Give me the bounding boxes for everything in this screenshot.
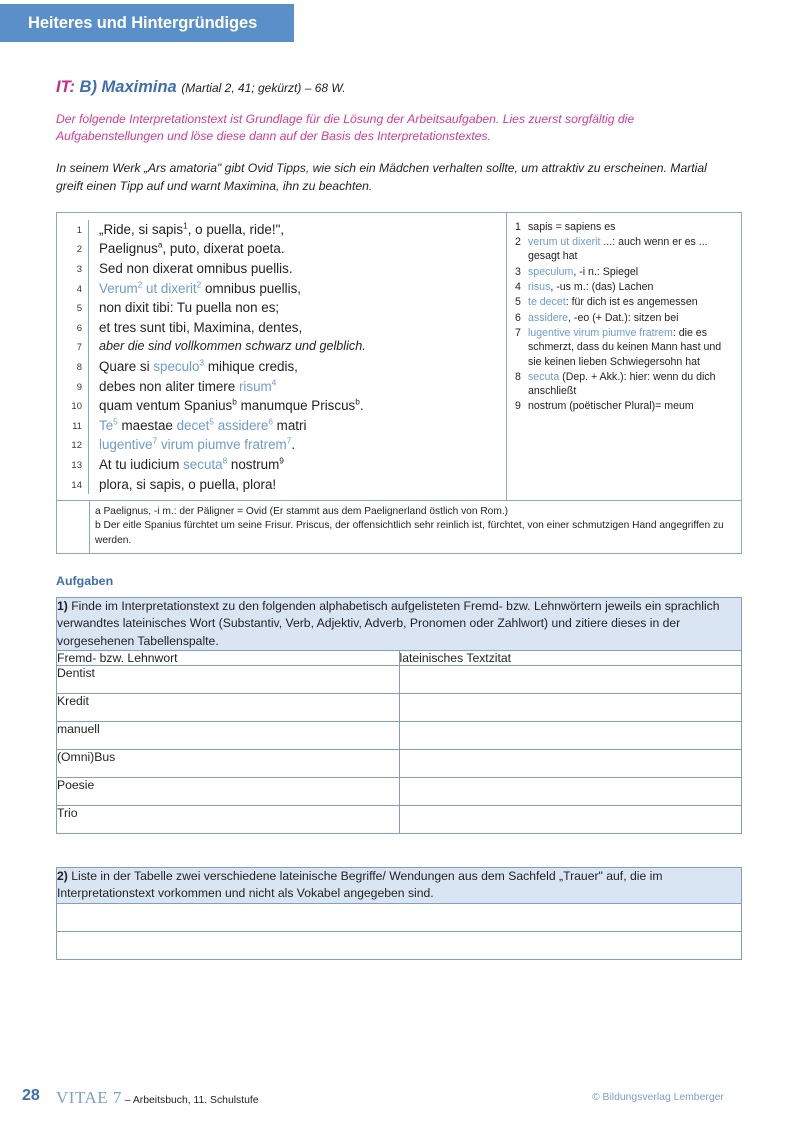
answer-input-cell[interactable] <box>57 931 742 959</box>
vocabulary-entry <box>515 235 735 264</box>
table-row <box>57 805 742 833</box>
vocabulary-entry-text: assidere, -eo (+ Dat.): sitzen bei <box>528 311 679 324</box>
vocabulary-column <box>507 213 741 500</box>
footnote: b Der eitle Spanius fürchtet um seine Frisur. Priscus, der offensichtlich sehr reinlich ist, fürchtet, von einer schmutzigen Hand angegriffen zu werden. <box>95 520 724 546</box>
line-number: 6 <box>76 322 82 334</box>
line-number: 11 <box>72 420 82 432</box>
vocabulary-entry-text: lugentive virum piumve fratrem: die es schmerzt, dass du keinen Mann hast und sie keinen lieben Schwiegersohn hat <box>528 326 722 368</box>
line-number: 4 <box>76 283 82 295</box>
intro-instruction-note: Der folgende Interpretationstext ist Grundlage für die Lösung der Arbeitsaufgaben. Lies zuerst sorgfältig die Aufgabenstellungen und löse diese dann auf der Basis des Interpretationstextes. <box>56 111 635 144</box>
footer-book-subtitle: – Arbeitsbuch, 11. Schulstufe <box>121 1095 259 1106</box>
latin-line: lugentive$^7$ virum piumve fratrem$^7$. <box>99 435 296 453</box>
vocabulary-entry-text: te decet: für dich ist es angemessen <box>528 296 698 309</box>
task-1-table <box>56 597 742 834</box>
line-number: 3 <box>76 264 82 276</box>
citation-input-cell[interactable] <box>399 805 742 833</box>
task-prompt-text: Finde im Interpretationstext zu den folgenden alphabetisch aufgelisteten Fremd- bzw. Lehnwörtern jeweils ein sprachlich verwandtes lateinisches Wort (Substantiv, Verb, Adjektiv, Adverb, Pronomen oder Zahlwort) und zitiere dieses in der vorgesehenen Tabellenspalte. <box>57 598 720 648</box>
line-number: 2 <box>76 244 82 256</box>
line-number: 12 <box>71 440 82 452</box>
citation-input-cell[interactable] <box>399 721 742 749</box>
latin-line: Quare si speculo$^3$ mihique credis, <box>99 357 298 374</box>
latin-line: plora, si sapis, o puella, plora! <box>99 476 277 492</box>
table-row <box>57 931 742 959</box>
vocabulary-entry-number: 3 <box>515 265 521 278</box>
loanword-cell: Kredit <box>57 693 400 721</box>
page-content <box>56 0 744 960</box>
task-number: 2) <box>57 868 68 883</box>
footer-copyright: © Bildungsverlag Lemberger <box>592 1092 724 1103</box>
loanword-cell: (Omni)Bus <box>57 749 400 777</box>
line-number: 8 <box>76 361 82 373</box>
footer-page-number: 28 <box>22 1087 40 1104</box>
footnote: a Paelignus, -i m.: der Päligner = Ovid (Er stammt aus dem Paelignerland östlich von Rom.) <box>95 506 509 518</box>
task-number: 1) <box>57 598 68 613</box>
vocabulary-entry-number: 9 <box>515 400 521 413</box>
citation-input-cell[interactable] <box>399 693 742 721</box>
line-number: 7 <box>76 342 82 354</box>
latin-line: Paelignus$^a$, puto, dixerat poeta. <box>99 239 285 257</box>
citation-input-cell[interactable] <box>399 665 742 693</box>
vocabulary-entry <box>515 399 735 413</box>
latin-line: non dixit tibi: Tu puella non es; <box>99 300 280 316</box>
vocabulary-entry <box>515 280 735 294</box>
vocabulary-entry-number: 1 <box>515 220 521 233</box>
latin-text-lines <box>89 220 506 494</box>
task-2-prompt-row <box>57 867 742 903</box>
loanword-cell: manuell <box>57 721 400 749</box>
table-row <box>57 749 742 777</box>
table-row <box>57 693 742 721</box>
vocabulary-entry-text: risus, -us m.: (das) Lachen <box>528 281 654 294</box>
task-2-table <box>56 867 742 960</box>
vocabulary-entry-text: sapis = sapiens es <box>528 220 616 233</box>
latin-line: „Ride, si sapis$^1$, o puella, ride!", <box>99 220 285 237</box>
latin-line: debes non aliter timere risum$^4$ <box>99 377 277 394</box>
vocabulary-entry-text: speculum, -i n.: Spiegel <box>528 265 639 278</box>
task-1-body <box>57 665 742 833</box>
table-row <box>57 777 742 805</box>
title-source: (Martial 2, 41; gekürzt) – 68 W. <box>181 81 346 95</box>
vocabulary-entry-number: 2 <box>515 236 521 249</box>
task-2-body <box>57 903 742 959</box>
vocabulary-entry-number: 6 <box>515 311 521 324</box>
table-row <box>57 721 742 749</box>
vocabulary-entry-number: 7 <box>515 326 521 339</box>
page-footer <box>0 1087 800 1109</box>
latin-line: Sed non dixerat omnibus puellis. <box>99 261 293 277</box>
vocabulary-entry <box>515 370 735 399</box>
line-number: 14 <box>71 479 82 491</box>
title-main: B) Maximina <box>79 78 177 96</box>
loanword-cell: Trio <box>57 805 400 833</box>
vocabulary-entry <box>515 220 735 234</box>
footer-book-title <box>56 1088 259 1108</box>
task-1-col-header-word: Fremd- bzw. Lehnwort <box>57 650 400 665</box>
footer-book-title-text: VITAE 7 <box>56 1088 122 1107</box>
latin-text-column <box>57 213 507 500</box>
line-number: 13 <box>71 459 82 471</box>
citation-input-cell[interactable] <box>399 777 742 805</box>
table-row <box>57 665 742 693</box>
line-number: 9 <box>76 381 82 393</box>
vocabulary-entry-number: 5 <box>515 296 521 309</box>
header-banner-title: Heiteres und Hintergründiges <box>28 13 258 32</box>
task-prompt-text: Liste in der Tabelle zwei verschiedene lateinische Begriffe/ Wendungen aus dem Sachfeld „Trauer" auf, die im Interpretationstext vorkommen und nicht als Vokabel angegeben sind. <box>57 868 663 901</box>
interpretation-text-box <box>56 212 742 554</box>
task-1-col-header-citation: lateinisches Textzitat <box>399 650 742 665</box>
task-1-prompt-row <box>57 597 742 650</box>
latin-line: quam ventum Spanius$^b$ manumque Priscus$^b$. <box>99 396 364 414</box>
vocabulary-entry-text: nostrum (poëtischer Plural)= meum <box>528 400 694 413</box>
latin-line: Te$^5$ maestae decet$^5$ assidere$^6$ matri <box>99 416 307 433</box>
table-row <box>57 903 742 931</box>
loanword-cell: Dentist <box>57 665 400 693</box>
task-1-header-row <box>57 650 742 665</box>
vocabulary-entry-text: verum ut dixerit ...: auch wenn er es ... gesagt hat <box>528 236 708 263</box>
loanword-cell: Poesie <box>57 777 400 805</box>
line-number: 1 <box>76 224 82 236</box>
line-number: 5 <box>76 303 82 315</box>
latin-line: Verum$^2$ ut dixerit$^2$ omnibus puellis, <box>99 279 302 296</box>
line-number-gutter <box>57 220 89 494</box>
aufgaben-heading: Aufgaben <box>56 573 114 588</box>
vocabulary-entry-text: secuta (Dep. + Akk.): hier: wenn du dich anschließt <box>528 370 716 398</box>
citation-input-cell[interactable] <box>399 749 742 777</box>
line-number: 10 <box>71 401 82 413</box>
vocabulary-entry <box>515 311 735 325</box>
footnote-section <box>57 500 741 553</box>
title-it-label: IT: <box>56 78 75 96</box>
latin-line: aber die sind vollkommen schwarz und gelblich. <box>99 339 366 354</box>
text-and-vocab-row <box>57 213 741 500</box>
vocabulary-entry-number: 8 <box>515 370 521 383</box>
vocabulary-entry-number: 4 <box>515 281 521 294</box>
latin-line: et tres sunt tibi, Maximina, dentes, <box>99 319 303 335</box>
task-1-prompt <box>57 597 742 650</box>
vocabulary-entry <box>515 265 735 279</box>
vocabulary-entry <box>515 295 735 309</box>
answer-input-cell[interactable] <box>57 903 742 931</box>
intro-context-note: In seinem Werk „Ars amatoria" gibt Ovid Tipps, wie sich ein Mädchen verhalten sollte, um attraktiv zu erscheinen. Martial greift einen Tipp auf und warnt Maximina, ihn zu beachten. <box>56 161 707 194</box>
vocabulary-entry <box>515 326 735 369</box>
latin-line: At tu iudicium secuta$^8$ nostrum$^9$ <box>99 455 284 472</box>
page-title <box>56 78 744 98</box>
task-2-prompt <box>57 867 742 903</box>
